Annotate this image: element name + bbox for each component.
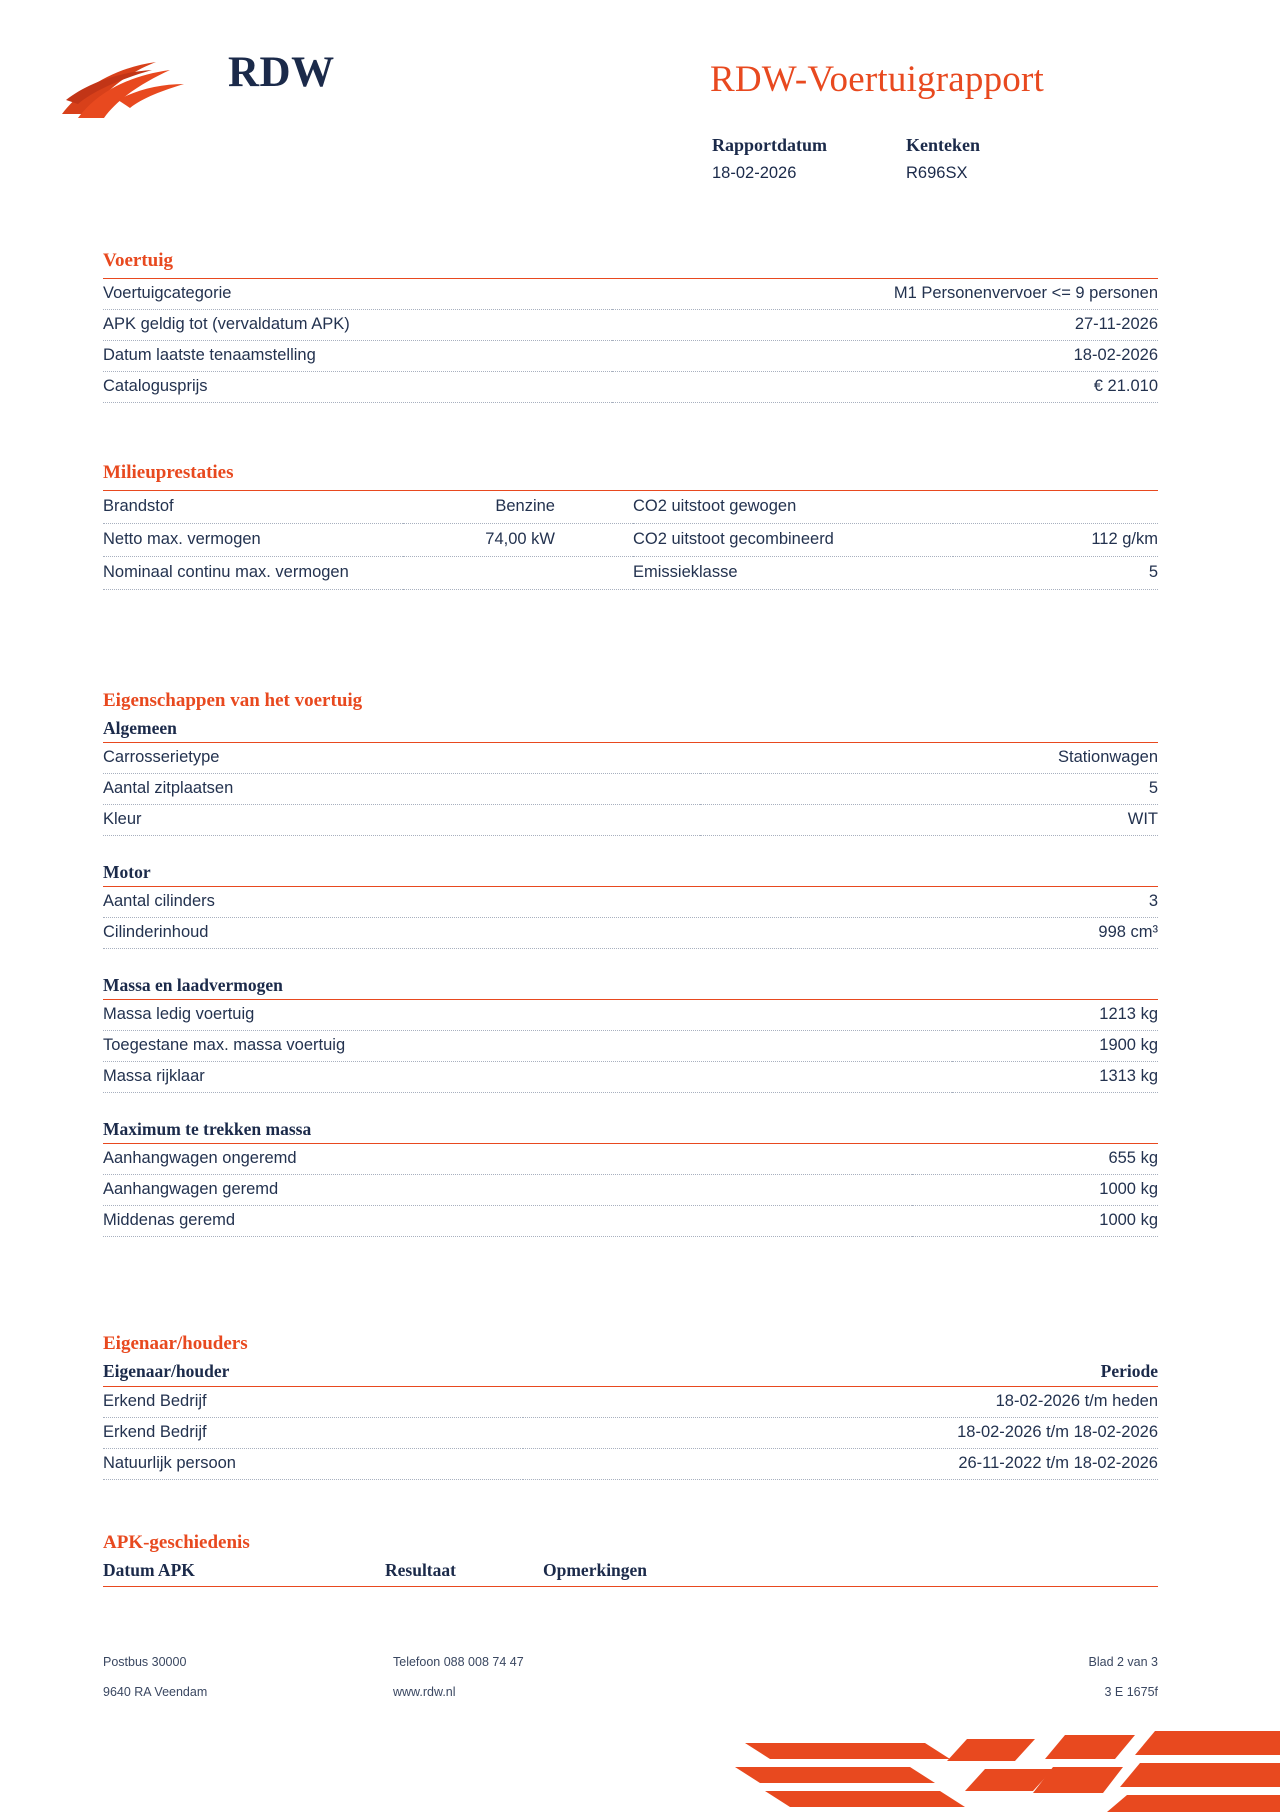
footer-code: 3 E 1675f (1104, 1685, 1158, 1699)
column-header-opmerkingen: Opmerkingen (543, 1560, 1158, 1587)
row-value: 1213 kg (952, 999, 1158, 1030)
owner-period: 18-02-2026 t/m 18-02-2026 (523, 1418, 1158, 1449)
row-label: Massa ledig voertuig (103, 999, 952, 1030)
row-value: 3 (791, 886, 1158, 917)
row-label: Catalogusprijs (103, 371, 612, 402)
table-row (103, 371, 1158, 402)
row-label: Cilinderinhoud (103, 917, 791, 948)
owner-period: 18-02-2026 t/m heden (523, 1387, 1158, 1418)
row-value: 5 (700, 773, 1158, 804)
owner-name: Erkend Bedrijf (103, 1418, 523, 1449)
row-label: Aanhangwagen ongeremd (103, 1143, 912, 1174)
voertuig-table (103, 278, 1158, 403)
footer-telefoon: Telefoon 088 008 74 47 (393, 1655, 524, 1669)
row-label: Aantal zitplaatsen (103, 773, 700, 804)
row-label-right: CO2 uitstoot gecombineerd (633, 523, 953, 556)
footer-row-1 (103, 1655, 1158, 1685)
table-header-row (103, 1560, 1158, 1587)
table-row (103, 556, 1158, 589)
owner-period: 26-11-2022 t/m 18-02-2026 (523, 1449, 1158, 1480)
rapportdatum-label: Rapportdatum (712, 135, 828, 155)
rdw-logo-mark-icon (60, 60, 200, 122)
section-apk (103, 1532, 1158, 1587)
row-label: APK geldig tot (vervaldatum APK) (103, 309, 612, 340)
footer-website[interactable]: www.rdw.nl (393, 1685, 456, 1699)
rdw-decorative-stripes-icon (735, 1715, 1280, 1812)
subsection-title-trekken: Maximum te trekken massa (103, 1118, 312, 1139)
row-value: 1900 kg (952, 1030, 1158, 1061)
row-label: Voertuigcategorie (103, 279, 612, 310)
subsection-title-algemeen: Algemeen (103, 718, 177, 738)
table-row (103, 279, 1158, 310)
section-title-eigenschappen: Eigenschappen van het voertuig (103, 690, 363, 711)
group-motor (103, 862, 1158, 949)
massa-table (103, 999, 1158, 1093)
subsection-title-motor: Motor (103, 861, 151, 882)
table-row (103, 804, 1158, 835)
footer-blad: Blad 2 van 3 (1088, 1655, 1158, 1669)
column-header-datum-apk: Datum APK (103, 1560, 385, 1587)
section-title-voertuig: Voertuig (103, 250, 174, 271)
rdw-wordmark: RDW (228, 49, 335, 96)
kenteken-label: Kenteken (906, 135, 980, 155)
row-label: Massa rijklaar (103, 1061, 952, 1092)
row-value-left (403, 556, 633, 589)
section-title-apk: APK-geschiedenis (103, 1532, 250, 1553)
table-row (103, 1174, 1158, 1205)
row-label-left: Brandstof (103, 491, 403, 524)
row-value-left: 74,00 kW (403, 523, 633, 556)
section-title-milieuprestaties: Milieuprestaties (103, 462, 234, 483)
table-row (103, 309, 1158, 340)
row-label-left: Nominaal continu max. vermogen (103, 556, 403, 589)
row-value: 18-02-2026 (612, 340, 1158, 371)
table-row (103, 886, 1158, 917)
table-row (103, 340, 1158, 371)
document-footer (103, 1655, 1158, 1715)
row-value-right (953, 491, 1158, 524)
algemeen-table (103, 742, 1158, 836)
table-row (103, 1030, 1158, 1061)
table-row (103, 1143, 1158, 1174)
row-value: WIT (700, 804, 1158, 835)
eigenaren-table (103, 1361, 1158, 1480)
table-row (103, 1387, 1158, 1418)
row-value: 998 cm³ (791, 917, 1158, 948)
group-massa (103, 975, 1158, 1093)
report-title: RDW-Voertuigrapport (710, 59, 1044, 100)
row-value: 655 kg (912, 1143, 1158, 1174)
table-row (103, 1205, 1158, 1236)
meta-kenteken (906, 135, 980, 183)
motor-table (103, 886, 1158, 949)
section-eigenschappen (103, 690, 1158, 1237)
subsection-title-massa: Massa en laadvermogen (103, 974, 283, 995)
row-label: Aantal cilinders (103, 886, 791, 917)
table-row (103, 1418, 1158, 1449)
table-row (103, 743, 1158, 774)
table-row (103, 523, 1158, 556)
row-value: 1313 kg (952, 1061, 1158, 1092)
table-header-row (103, 1361, 1158, 1387)
footer-postbus: Postbus 30000 (103, 1655, 187, 1669)
footer-row-2 (103, 1685, 1158, 1715)
section-eigenaren (103, 1333, 1158, 1480)
rdw-logo (60, 48, 360, 128)
row-label-right: Emissieklasse (633, 556, 953, 589)
row-label-left: Netto max. vermogen (103, 523, 403, 556)
milieu-table (103, 490, 1158, 590)
row-label-right: CO2 uitstoot gewogen (633, 491, 953, 524)
owner-name: Erkend Bedrijf (103, 1387, 523, 1418)
column-header-period: Periode (523, 1361, 1158, 1387)
owner-name: Natuurlijk persoon (103, 1449, 523, 1480)
kenteken-value: R696SX (906, 164, 968, 182)
row-value-right: 5 (953, 556, 1158, 589)
document-header (0, 0, 1280, 200)
trekken-table (103, 1143, 1158, 1237)
table-row (103, 491, 1158, 524)
column-header-resultaat: Resultaat (385, 1560, 543, 1587)
row-value-left: Benzine (403, 491, 633, 524)
footer-plaats: 9640 RA Veendam (103, 1685, 208, 1699)
row-value: Stationwagen (700, 743, 1158, 774)
row-label: Toegestane max. massa voertuig (103, 1030, 952, 1061)
apk-table (103, 1560, 1158, 1587)
table-row (103, 917, 1158, 948)
row-label: Middenas geremd (103, 1205, 912, 1236)
section-title-eigenaren: Eigenaar/houders (103, 1333, 248, 1354)
table-row (103, 999, 1158, 1030)
table-row (103, 773, 1158, 804)
row-value: 1000 kg (912, 1174, 1158, 1205)
row-value: M1 Personenvervoer <= 9 personen (612, 279, 1158, 310)
row-label: Carrosserietype (103, 743, 700, 774)
row-label: Kleur (103, 804, 700, 835)
section-voertuig (103, 250, 1158, 403)
section-milieuprestaties (103, 462, 1158, 590)
table-row (103, 1061, 1158, 1092)
table-row (103, 1449, 1158, 1480)
row-label: Aanhangwagen geremd (103, 1174, 912, 1205)
row-value: 1000 kg (912, 1205, 1158, 1236)
row-label: Datum laatste tenaamstelling (103, 340, 612, 371)
meta-rapportdatum (712, 135, 827, 183)
row-value: 27-11-2026 (612, 309, 1158, 340)
row-value: € 21.010 (612, 371, 1158, 402)
group-algemeen (103, 718, 1158, 836)
rapportdatum-value: 18-02-2026 (712, 164, 797, 182)
column-header-owner: Eigenaar/houder (103, 1361, 523, 1387)
row-value-right: 112 g/km (953, 523, 1158, 556)
group-trekken (103, 1119, 1158, 1237)
